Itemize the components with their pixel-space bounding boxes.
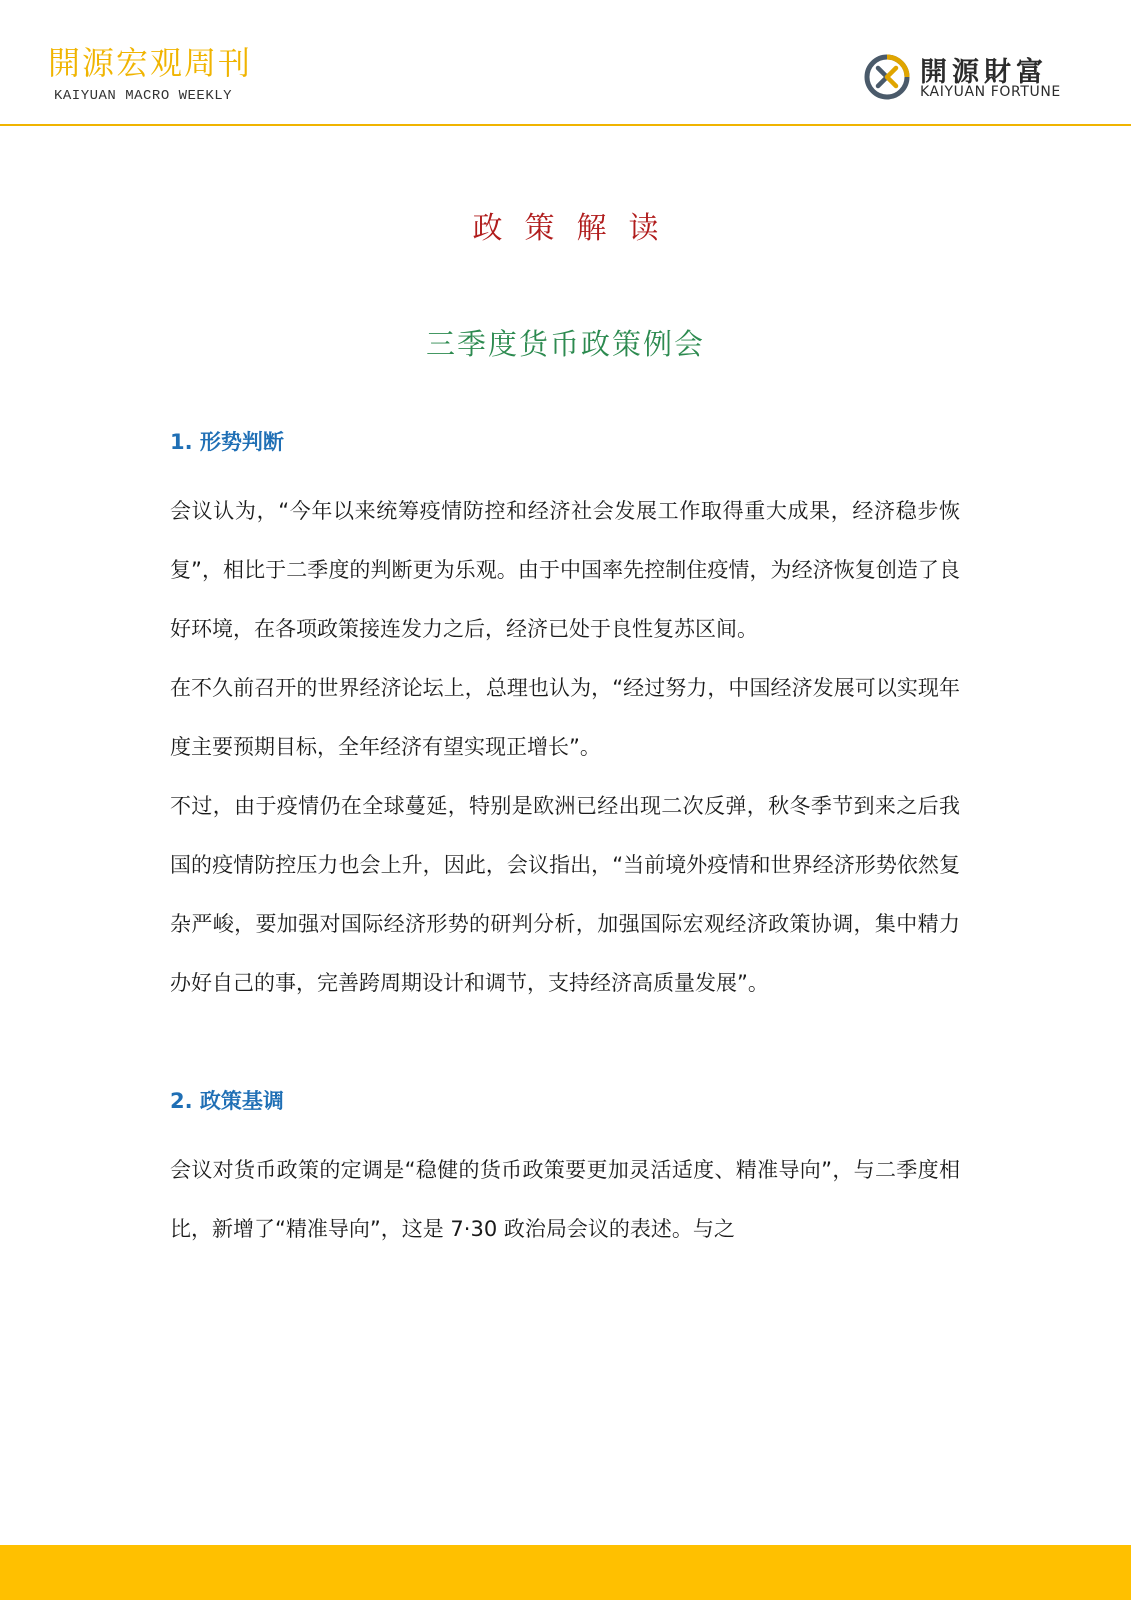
brand-block [864, 50, 1094, 104]
article-body [170, 424, 960, 1259]
kaiyuan-logo-icon [864, 54, 910, 100]
section-heading: 1. 形势判断 [170, 430, 284, 454]
paragraph: 会议对货币政策的定调是“稳健的货币政策要更加灵活适度、精准导向”，与二季度相比，新增了“精准导向”，这是 7·30 政治局会议的表述。与之 [170, 1158, 960, 1241]
section-heading: 2. 政策基调 [170, 1089, 284, 1113]
header-divider [0, 124, 1131, 126]
page-header [0, 0, 1131, 126]
section-policy-tone [170, 1083, 960, 1259]
paragraph: 在不久前召开的世界经济论坛上，总理也认为，“经过努力，中国经济发展可以实现年度主要预期目标，全年经济有望实现正增长”。 [170, 676, 960, 759]
magazine-title: 開源宏观周刊 [48, 44, 253, 82]
brand-name-cn: 開源財富 [920, 57, 1048, 88]
brand-name-en: KAIYUAN FORTUNE [920, 84, 1061, 100]
section-label: 政策解读 [472, 211, 681, 246]
section-situation [170, 424, 960, 1013]
paragraph: 会议认为，“今年以来统筹疫情防控和经济社会发展工作取得重大成果，经济稳步恢复”，相比于二季度的判断更为乐观。由于中国率先控制住疫情，为经济恢复创造了良好环境，在各项政策接连发力之后，经济已处于良性复苏区间。 [170, 499, 960, 641]
paragraph: 不过，由于疫情仍在全球蔓延，特别是欧洲已经出现二次反弹，秋冬季节到来之后我国的疫情防控压力也会上升，因此，会议指出，“当前境外疫情和世界经济形势依然复杂严峻，要加强对国际经济形势的研判分析，加强国际宏观经济政策协调，集中精力办好自己的事，完善跨周期设计和调节，支持经济高质量发展”。 [170, 794, 960, 995]
magazine-subtitle: KAIYUAN MACRO WEEKLY [54, 88, 233, 104]
footer-bar [0, 1545, 1131, 1600]
article-title: 三季度货币政策例会 [425, 327, 705, 361]
